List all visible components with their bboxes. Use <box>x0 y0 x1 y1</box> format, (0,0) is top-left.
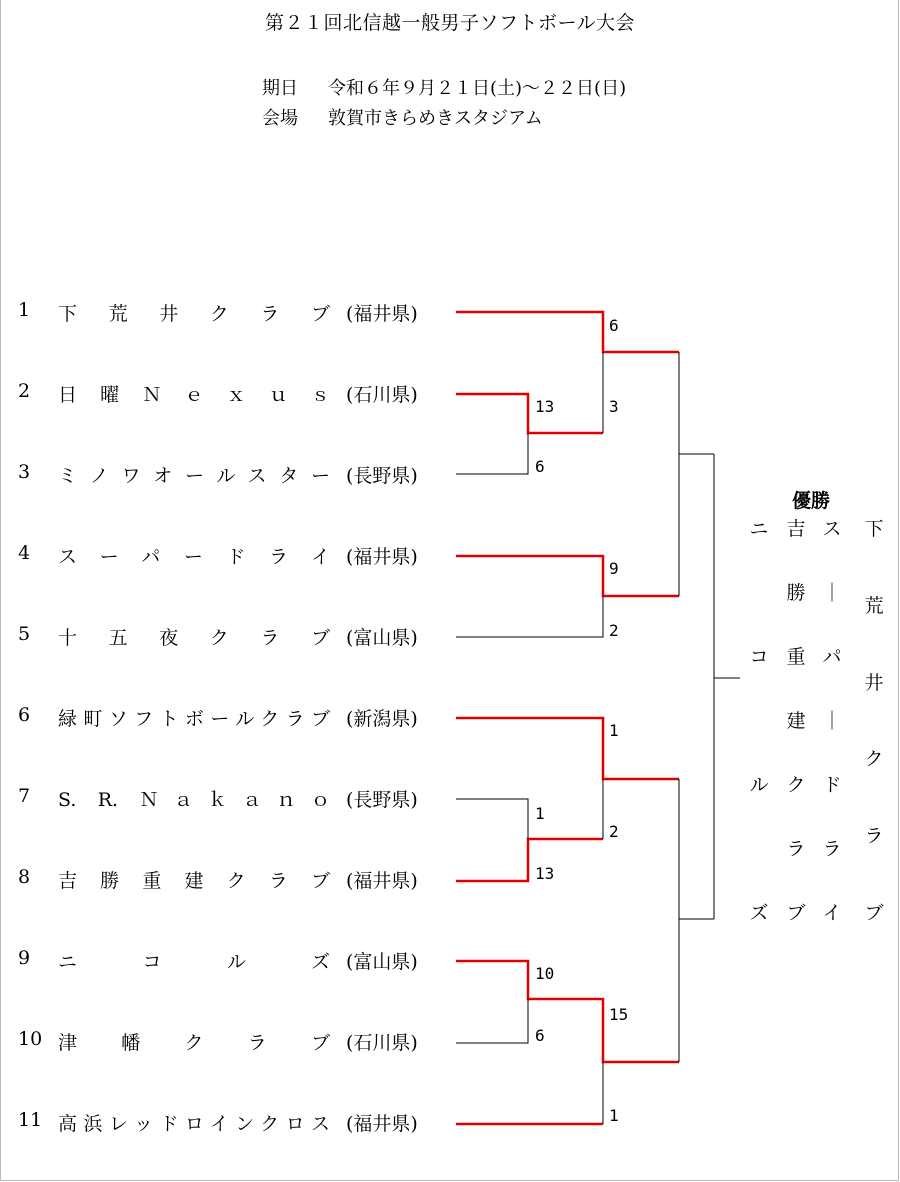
champion-char: 吉 <box>786 518 806 540</box>
champion-char: ブ <box>864 902 884 924</box>
team-seed: 10 <box>18 1028 43 1050</box>
venue-value: 敦賀市きらめきスタジアム <box>328 108 543 129</box>
team-name: 津幡クラブ <box>58 1032 330 1054</box>
bracket-lines <box>456 352 740 1124</box>
score-label: 6 <box>535 457 545 476</box>
score-label: 13 <box>535 864 555 883</box>
team-seed: 7 <box>18 785 31 807</box>
bracket-line <box>456 596 603 637</box>
champion-char: イ <box>822 902 842 924</box>
winner-line <box>456 556 679 596</box>
team-prefecture: (福井県) <box>346 870 418 892</box>
team-seed: 11 <box>18 1109 43 1131</box>
champion-char: パ <box>822 646 842 668</box>
score-label: 6 <box>535 1026 545 1045</box>
champion-char: ル <box>749 774 769 796</box>
champion-char: ブ <box>786 902 806 924</box>
champion-char: 荒 <box>864 595 884 617</box>
winner-line <box>456 961 679 1062</box>
bracket-line <box>456 799 528 839</box>
team-name: ニコルズ <box>58 951 330 973</box>
team-seed: 3 <box>18 461 31 483</box>
winner-paths <box>456 312 679 1124</box>
team-name: 高浜レッドロインクロス <box>58 1113 330 1135</box>
winner-line <box>456 839 603 881</box>
champion-char: ラ <box>822 838 842 860</box>
score-label: 2 <box>609 822 619 841</box>
team-seed: 9 <box>18 947 31 969</box>
winner-line <box>456 394 603 433</box>
score-label: 9 <box>609 559 619 578</box>
champion-char: コ <box>749 646 769 668</box>
team-prefecture: (福井県) <box>346 546 418 568</box>
team-seed: 5 <box>18 623 31 645</box>
team-name: スーパードライ <box>58 546 330 568</box>
champion-char: ラ <box>864 825 884 847</box>
bracket-line <box>456 999 528 1043</box>
team-prefecture: (長野県) <box>346 789 418 811</box>
venue-label: 会場 <box>262 108 298 129</box>
champion-char: 重 <box>786 646 806 668</box>
winner-line <box>456 312 679 352</box>
tournament-title: 第２１回北信越一般男子ソフトボール大会 <box>264 12 636 34</box>
team-prefecture: (富山県) <box>346 627 418 649</box>
team-prefecture: (長野県) <box>346 465 418 487</box>
score-label: 13 <box>535 397 555 416</box>
team-name: ミノワオールスター <box>58 465 330 487</box>
score-label: 15 <box>609 1005 629 1024</box>
team-seed: 1 <box>18 299 31 321</box>
score-label: 2 <box>609 621 619 640</box>
score-label: 1 <box>609 1106 619 1125</box>
team-name: 吉勝重建クラブ <box>58 870 330 892</box>
team-prefecture: (福井県) <box>346 1113 418 1135</box>
team-name: 緑町ソフトボールクラブ <box>58 708 330 730</box>
team-seed: 2 <box>18 380 31 402</box>
champion-char: 下 <box>864 518 884 540</box>
score-label: 1 <box>535 804 545 823</box>
team-name: S. R. Ｎａｋａｎｏ <box>58 789 330 811</box>
score-label: 6 <box>609 316 619 335</box>
date-label: 期日 <box>262 78 298 99</box>
champion-char: 井 <box>864 672 884 694</box>
score-label: 3 <box>609 397 619 416</box>
champion-char: ｜ <box>822 582 842 604</box>
champion-char: ズ <box>749 902 769 924</box>
champion-char: 勝 <box>786 582 806 604</box>
bracket-line <box>456 433 528 474</box>
champion-char: ラ <box>786 838 806 860</box>
team-seed: 4 <box>18 542 31 564</box>
team-prefecture: (石川県) <box>346 1032 418 1054</box>
champion-char: ク <box>786 774 806 796</box>
champion-char: ド <box>822 774 842 796</box>
team-prefecture: (富山県) <box>346 951 418 973</box>
score-label: 1 <box>609 721 619 740</box>
winner-line <box>456 718 679 779</box>
team-name: 下荒井クラブ <box>58 303 330 325</box>
champion-char: ｜ <box>822 710 842 732</box>
champion-label: 優勝 <box>792 490 831 512</box>
score-label: 10 <box>535 964 555 983</box>
champion-char: ス <box>822 518 842 540</box>
team-name: 日曜Ｎｅｘｕｓ <box>58 384 330 406</box>
team-seed: 8 <box>18 866 31 888</box>
team-prefecture: (新潟県) <box>346 708 418 730</box>
champion-char: ク <box>864 748 884 770</box>
date-value: 令和６年９月２１日(土)～２２日(日) <box>328 78 627 99</box>
team-prefecture: (福井県) <box>346 303 418 325</box>
team-name: 十五夜クラブ <box>58 627 330 649</box>
team-prefecture: (石川県) <box>346 384 418 406</box>
team-seed: 6 <box>18 704 31 726</box>
champion-char: 建 <box>786 710 806 732</box>
champion-char: ニ <box>749 518 769 540</box>
